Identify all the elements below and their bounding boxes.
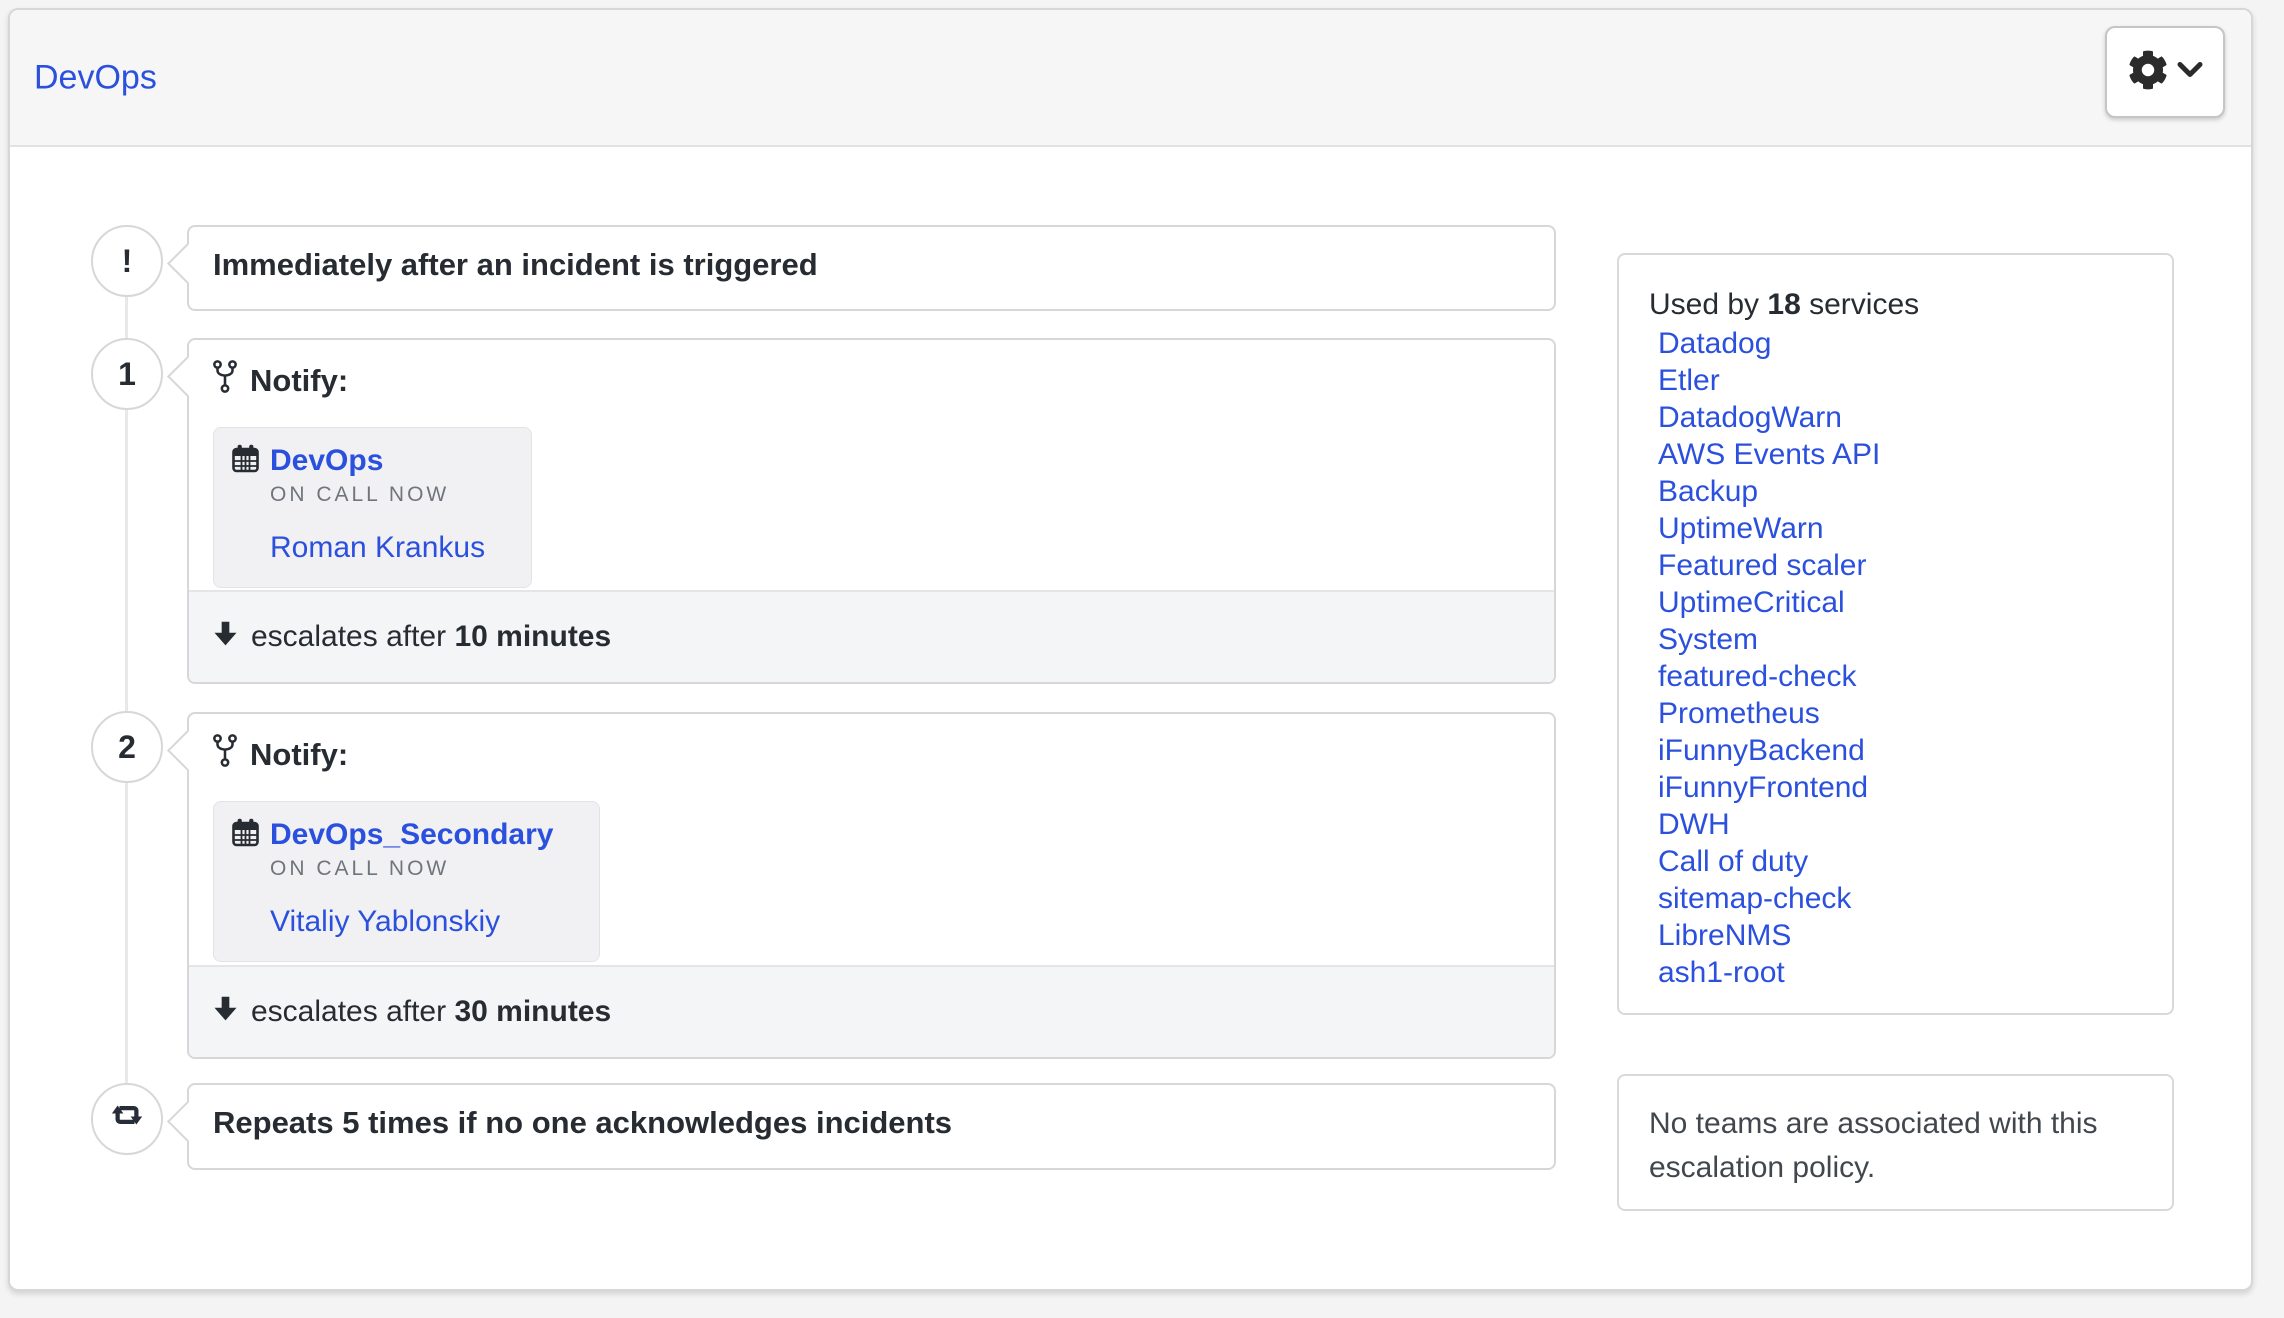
service-link[interactable]: UptimeCritical — [1658, 586, 1845, 619]
step-2-number: 2 — [118, 728, 136, 765]
notify-header — [213, 360, 1530, 401]
service-link[interactable]: ash1-root — [1658, 956, 1785, 989]
teams-box — [1617, 1074, 2174, 1211]
schedule-card — [213, 427, 532, 588]
service-link[interactable]: iFunnyFrontend — [1658, 771, 1869, 804]
step-2-circle — [91, 711, 163, 783]
service-link[interactable]: Call of duty — [1658, 845, 1809, 878]
calendar-icon — [232, 444, 259, 478]
step-2-content — [189, 714, 1554, 982]
services-list — [1649, 325, 2142, 991]
panel-header — [10, 10, 2251, 147]
notify-header — [213, 734, 1530, 775]
escalation-policy-panel — [8, 8, 2253, 1291]
exclamation-icon: ! — [121, 242, 133, 279]
service-link[interactable]: DWH — [1658, 808, 1730, 841]
service-link[interactable]: Backup — [1658, 475, 1759, 508]
escalate-text: escalates after 10 minutes — [251, 620, 612, 653]
chevron-down-icon — [2177, 61, 2203, 83]
service-link[interactable]: UptimeWarn — [1658, 512, 1824, 545]
service-link[interactable]: Featured scaler — [1658, 549, 1867, 582]
trigger-bubble — [187, 225, 1556, 311]
service-link[interactable]: sitemap-check — [1658, 882, 1852, 915]
step-1-number: 1 — [118, 355, 136, 392]
fork-icon — [213, 360, 237, 401]
service-link[interactable]: Prometheus — [1658, 697, 1820, 730]
bubble-notch — [167, 1101, 208, 1142]
service-link[interactable]: featured-check — [1658, 660, 1857, 693]
service-link[interactable]: Datadog — [1658, 327, 1772, 360]
on-call-person-link[interactable]: Vitaliy Yablonskiy — [270, 905, 501, 938]
service-link[interactable]: LibreNMS — [1658, 919, 1792, 952]
settings-button[interactable] — [2105, 26, 2225, 118]
schedule-card — [213, 801, 600, 962]
escalation-rule — [189, 590, 1554, 682]
on-call-status: ON CALL NOW — [270, 483, 450, 506]
on-call-person-link[interactable]: Roman Krankus — [270, 531, 486, 564]
fork-icon — [213, 734, 237, 775]
escalation-step-1 — [187, 338, 1556, 684]
service-link[interactable]: Etler — [1658, 364, 1720, 397]
schedule-link[interactable]: DevOps_Secondary — [270, 818, 554, 851]
service-link[interactable]: System — [1658, 623, 1759, 656]
arrow-down-icon — [213, 620, 238, 655]
schedule-link[interactable]: DevOps — [270, 444, 384, 477]
bubble-notch — [167, 243, 208, 284]
notify-label: Notify: — [250, 736, 349, 772]
trigger-step-circle — [91, 225, 163, 297]
schedule-card-header — [232, 818, 553, 852]
service-link[interactable]: DatadogWarn — [1658, 401, 1842, 434]
on-call-status: ON CALL NOW — [270, 857, 450, 880]
used-by-summary: Used by 18 services — [1649, 288, 1920, 321]
step-1-circle — [91, 338, 163, 410]
escalation-rule — [189, 965, 1554, 1057]
used-by-services-box — [1617, 253, 2174, 1015]
no-teams-text: No teams are associated with this escalation policy. — [1649, 1107, 2098, 1184]
schedule-card-header — [232, 444, 485, 478]
calendar-icon — [232, 818, 259, 852]
page-title: DevOps — [34, 58, 157, 96]
service-link[interactable]: AWS Events API — [1658, 438, 1881, 471]
repeat-icon — [110, 1100, 144, 1138]
escalation-step-2 — [187, 712, 1556, 1059]
step-1-content — [189, 340, 1554, 608]
repeat-step-circle — [91, 1083, 163, 1155]
service-link[interactable]: iFunnyBackend — [1658, 734, 1865, 767]
repeat-text: Repeats 5 times if no one acknowledges incidents — [213, 1105, 953, 1140]
gear-icon — [2128, 50, 2168, 95]
repeat-bubble — [187, 1083, 1556, 1170]
trigger-text: Immediately after an incident is triggered — [213, 247, 818, 282]
notify-label: Notify: — [250, 362, 349, 398]
escalate-text: escalates after 30 minutes — [251, 995, 612, 1028]
arrow-down-icon — [213, 995, 238, 1030]
